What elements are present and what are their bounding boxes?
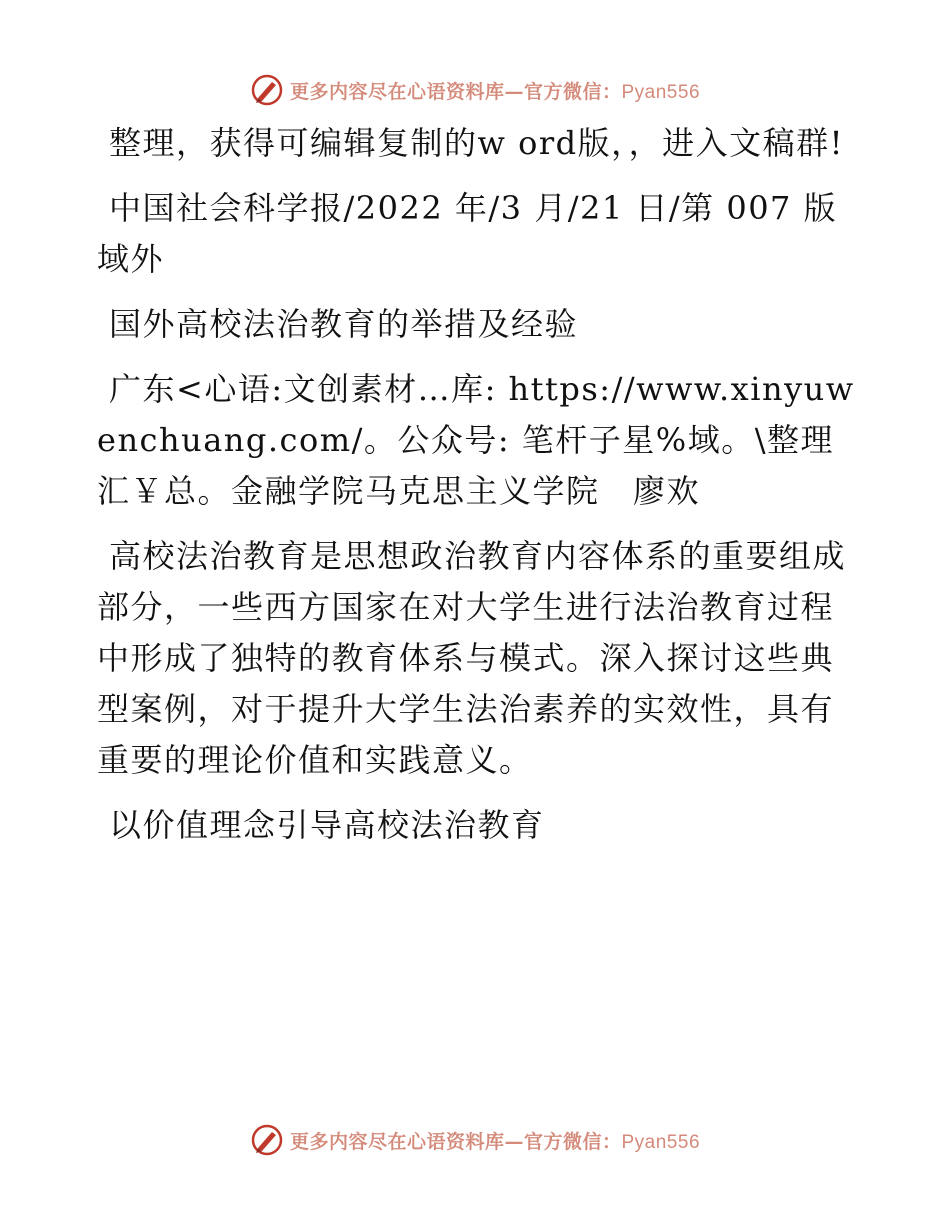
watermark-text: 更多内容尽在心语资料库—官方微信：Pyan556 [289,1130,701,1153]
pen-logo-icon [250,1123,284,1157]
pen-logo-icon [250,73,284,107]
watermark-text: 更多内容尽在心语资料库—官方微信：Pyan556 [289,80,701,103]
section-heading: 以价值理念引导高校法治教育 [109,806,545,844]
document-body [97,118,857,865]
intro-note: 整理，获得可编辑复制的w ord版，，进入文稿群! [109,124,844,162]
body-paragraph: 高校法治教育是思想政治教育内容体系的重要组成部分，一些西方国家在对大学生进行法治教育过程中形成了独特的教育体系与模式。深入探讨这些典型案例，对于提升大学生法治素养的实效性，具有重要的理论价值和实践意义。 [97,537,847,779]
article-title: 国外高校法治教育的举措及经验 [109,305,579,343]
source-line: 中国社会科学报/2022 年/3 月/21 日/第 007 版域外 [97,189,838,278]
author-line: 广东<心语:文创素材…库: https://www.xinyuwenchuang.com/。公众号: 笔杆子星%域。\整理汇￥总。金融学院马克思主义学院 廖欢 [97,370,855,510]
footer-watermark [0,1120,950,1160]
header-watermark [0,70,950,110]
